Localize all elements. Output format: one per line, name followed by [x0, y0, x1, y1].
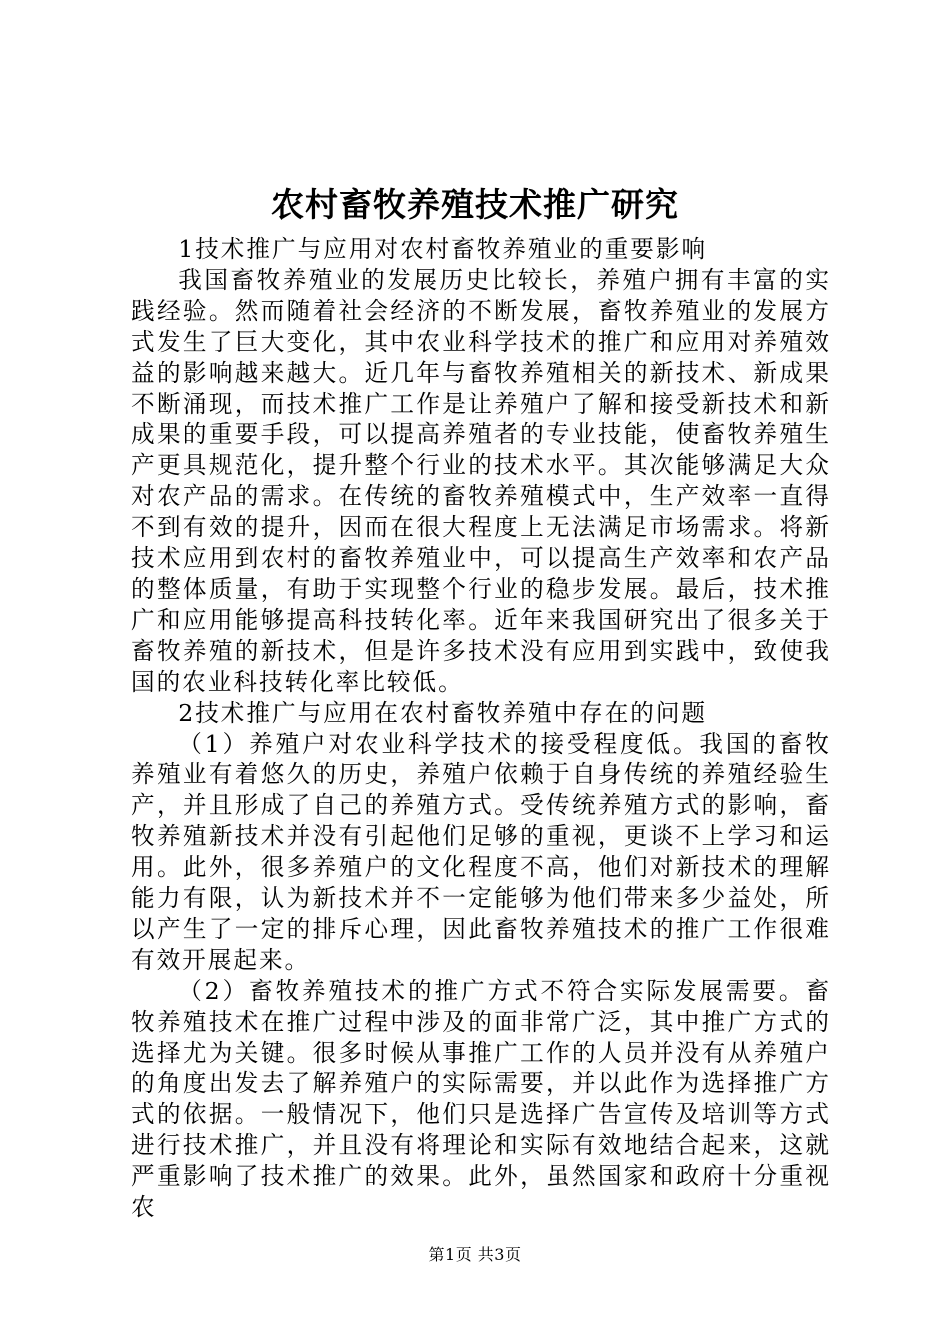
paragraph-3: （2）畜牧养殖技术的推广方式不符合实际发展需要。畜牧养殖技术在推广过程中涉及的面非常广泛，其中推广方式的选择尤为关键。很多时候从事推广工作的人员并没有从养殖户的角度出发去了解养殖户的实际需要，并以此作为选择推广方式的依据。一般情况下，他们只是选择广告宣传及培训等方式进行技术推广，并且没有将理论和实际有效地结合起来，这就严重影响了技术推广的效果。此外，虽然国家和政府十分重视农: [131, 976, 831, 1222]
paragraph-2: （1）养殖户对农业科学技术的接受程度低。我国的畜牧养殖业有着悠久的历史，养殖户依赖于自身传统的养殖经验生产，并且形成了自己的养殖方式。受传统养殖方式的影响，畜牧养殖新技术并没有引起他们足够的重视，更谈不上学习和运用。此外，很多养殖户的文化程度不高，他们对新技术的理解能力有限，认为新技术并不一定能够为他们带来多少益处，所以产生了一定的排斥心理，因此畜牧养殖技术的推广工作很难有效开展起来。: [131, 729, 831, 974]
section-heading-2: 2技术推广与应用在农村畜牧养殖中存在的问题: [178, 698, 708, 727]
document-body: [131, 234, 831, 1223]
section-heading-1: 1技术推广与应用对农村畜牧养殖业的重要影响: [178, 235, 708, 263]
page-footer: 第1页 共3页: [428, 1245, 522, 1264]
page-title: 农村畜牧养殖技术推广研究: [271, 185, 679, 224]
paragraph-1: 我国畜牧养殖业的发展历史比较长，养殖户拥有丰富的实践经验。然而随着社会经济的不断发展，畜牧养殖业的发展方式发生了巨大变化，其中农业科学技术的推广和应用对养殖效益的影响越来越大。近几年与畜牧养殖相关的新技术、新成果不断涌现，而技术推广工作是让养殖户了解和接受新技术和新成果的重要手段，可以提高养殖者的专业技能，使畜牧养殖生产更具规范化，提升整个行业的技术水平。其次能够满足大众对农产品的需求。在传统的畜牧养殖模式中，生产效率一直得不到有效的提升，因而在很大程度上无法满足市场需求。将新技术应用到农村的畜牧养殖业中，可以提高生产效率和农产品的整体质量，有助于实现整个行业的稳步发展。最后，技术推广和应用能够提高科技转化率。近年来我国研究出了很多关于畜牧养殖的新技术，但是许多技术没有应用到实践中，致使我国的农业科技转化率比较低。: [131, 265, 831, 696]
